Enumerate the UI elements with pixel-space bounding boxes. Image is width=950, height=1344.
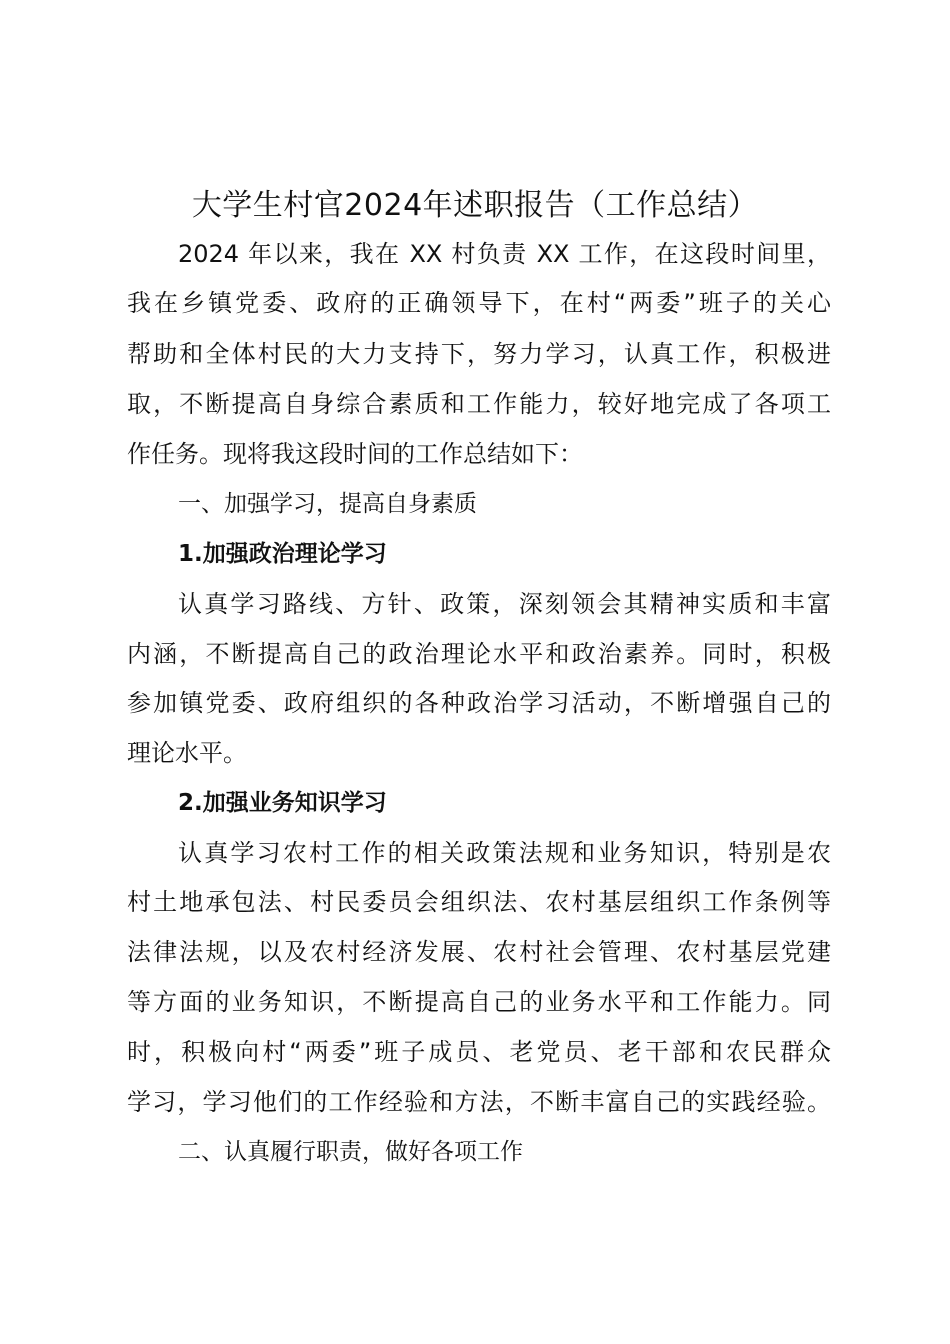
paragraph-line: 法律法规，以及农村经济发展、农村社会管理、农村基层党建 [127,938,831,966]
subsection-heading-1: 1.加强政治理论学习 [178,541,387,567]
paragraph-line: 村土地承包法、村民委员会组织法、农村基层组织工作条例等 [127,888,831,916]
paragraph-line: 学习，学习他们的工作经验和方法，不断丰富自己的实践经验。 [127,1088,831,1116]
section-heading-2: 二、认真履行职责，做好各项工作 [178,1139,523,1165]
intro-line: 帮助和全体村民的大力支持下，努力学习，认真工作，积极进 [127,340,831,368]
intro-line: 我在乡镇党委、政府的正确领导下，在村“两委”班子的关心 [127,289,831,317]
paragraph-line: 等方面的业务知识，不断提高自己的业务水平和工作能力。同 [127,988,831,1016]
paragraph-line: 时，积极向村“两委”班子成员、老党员、老干部和农民群众 [127,1038,831,1066]
paragraph-line: 认真学习农村工作的相关政策法规和业务知识，特别是农 [178,839,831,867]
paragraph-line: 认真学习路线、方针、政策，深刻领会其精神实质和丰富 [178,590,831,618]
intro-line: 取，不断提高自身综合素质和工作能力，较好地完成了各项工 [127,390,831,418]
paragraph-line: 内涵，不断提高自己的政治理论水平和政治素养。同时，积极 [127,640,831,668]
paragraph-line: 理论水平。 [127,739,247,767]
document-title: 大学生村官2024年述职报告（工作总结） [191,188,759,223]
paragraph-line: 参加镇党委、政府组织的各种政治学习活动，不断增强自己的 [127,689,831,717]
intro-line: 2024 年以来，我在 XX 村负责 XX 工作，在这段时间里， [178,240,831,268]
intro-line: 作任务。现将我这段时间的工作总结如下： [127,440,583,468]
subsection-heading-2: 2.加强业务知识学习 [178,790,387,816]
section-heading-1: 一、加强学习，提高自身素质 [178,491,477,517]
